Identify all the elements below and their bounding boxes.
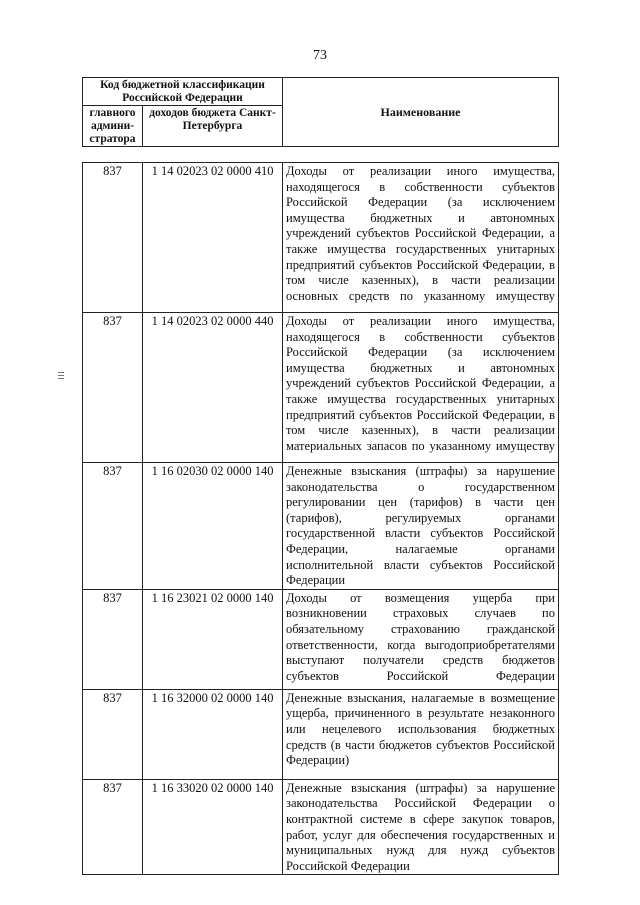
revenue-name: Денежные взыскания, налагаемые в возмещение ущерба, причиненного в результате незаконного или нецелевого использования бюджетных средств (в части бюджетов субъектов Российской Федерации): [286, 690, 555, 768]
revenue-name: Денежные взыскания (штрафы) за нарушение законодательства о государственном регулировании цен (тарифов) в части цен (тарифов), регулируемых органами государственной власти субъектов Российской Федерации, налагаемые органами исполнительной власти субъектов Российской Федерации: [286, 464, 555, 588]
classification-table: [82, 162, 559, 875]
table-row: [83, 163, 559, 313]
admin-code: 837: [83, 689, 143, 779]
table-row: [83, 589, 559, 689]
revenue-code: 1 14 02023 02 0000 440: [143, 313, 283, 463]
margin-mark: [58, 372, 64, 384]
revenue-name: Денежные взыскания (штрафы) за нарушение законодательства Российской Федерации о контрактной системе в сфере закупок товаров, работ, услуг для обеспечения государственных и муниципальных нужд для нужд субъектов Российской Федерации: [286, 780, 555, 873]
admin-code: 837: [83, 779, 143, 875]
revenue-name: Доходы от реализации иного имущества, находящегося в собственности субъектов Российской Федерации (за исключением имущества бюджетных и автономных учреждений субъектов Российской Федерации, а также имущества государственных унитарных предприятий субъектов Российской Федерации, в том числе казенных), в части реализации основных средств по указанному имуществу: [286, 164, 555, 303]
admin-code: 837: [83, 163, 143, 313]
revenue-code: 1 16 02030 02 0000 140: [143, 463, 283, 590]
table-row: [83, 463, 559, 590]
table-row: [83, 689, 559, 779]
table-header: [82, 77, 559, 147]
admin-code: 837: [83, 589, 143, 689]
revenue-code: 1 16 33020 02 0000 140: [143, 779, 283, 875]
header-admin: главного админи-стратора: [83, 106, 143, 147]
table-row: [83, 313, 559, 463]
header-revenue: доходов бюджета Санкт-Петербурга: [143, 106, 283, 147]
revenue-name: Доходы от реализации иного имущества, находящегося в собственности субъектов Российской Федерации (за исключением имущества бюджетных и автономных учреждений субъектов Российской Федерации, а также имущества государственных унитарных предприятий субъектов Российской Федерации, в том числе казенных), в части реализации материальных запасов по указанному имуществу: [286, 314, 555, 453]
admin-code: 837: [83, 313, 143, 463]
page-number: 73: [313, 48, 327, 63]
table-row: [83, 779, 559, 875]
revenue-code: 1 14 02023 02 0000 410: [143, 163, 283, 313]
revenue-code: 1 16 23021 02 0000 140: [143, 589, 283, 689]
revenue-code: 1 16 32000 02 0000 140: [143, 689, 283, 779]
admin-code: 837: [83, 463, 143, 590]
header-group-label: Код бюджетной классификации Российской Федерации: [83, 78, 283, 106]
revenue-name: Доходы от возмещения ущерба при возникновении страховых случаев по обязательному страхованию гражданской ответственности, когда выгодоприобретателями выступают получатели средств бюджетов субъектов Российской Федерации: [286, 590, 555, 683]
header-name: Наименование: [283, 78, 559, 147]
